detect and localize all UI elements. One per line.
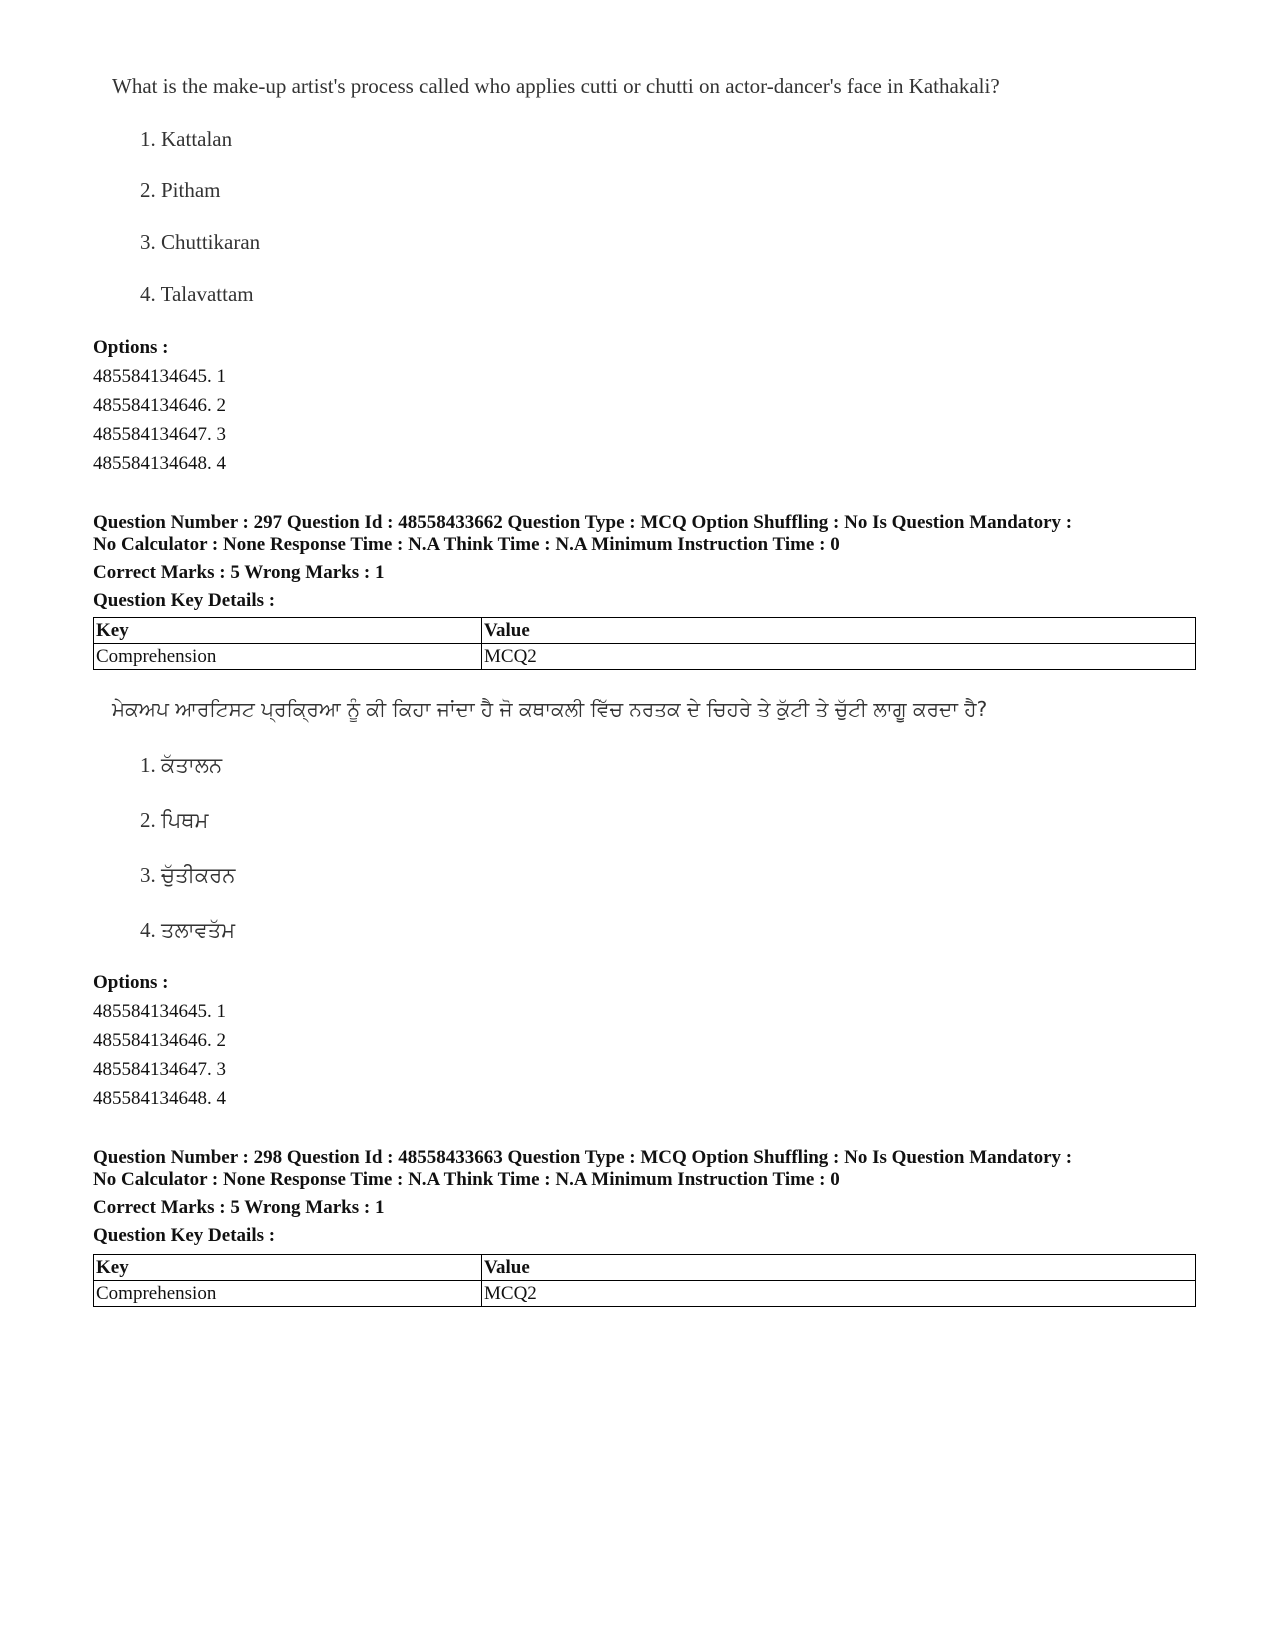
question-info-line-1: Question Number : 298 Question Id : 48558433663 Question Type : MCQ Option Shuffling : No Is Question Mandatory :	[93, 1147, 1073, 1168]
table-row	[94, 644, 1196, 670]
options-heading: Options :	[93, 972, 169, 993]
question-image-punjabi	[0, 680, 1275, 970]
options-block	[93, 333, 226, 478]
marks-line: Correct Marks : 5 Wrong Marks : 1	[93, 562, 385, 583]
cell-value: MCQ2	[482, 644, 1196, 670]
question-info-line-2: No Calculator : None Response Time : N.A Think Time : N.A Minimum Instruction Time : 0	[93, 534, 840, 555]
option-row: 485584134647. 3	[93, 1059, 226, 1080]
header-key: Key	[94, 618, 482, 644]
header-value: Value	[482, 618, 1196, 644]
choice-1: 1. ਕੱਤਾਲਨ	[140, 753, 223, 777]
choice-2: 2. ਪਿਥਮ	[140, 808, 209, 832]
cell-key: Comprehension	[94, 1281, 482, 1307]
choice-2: 2. Pitham	[140, 178, 221, 202]
choice-3: 3. Chuttikaran	[140, 230, 261, 254]
header-key: Key	[94, 1255, 482, 1281]
question-297-meta	[93, 512, 1203, 622]
option-row: 485584134646. 2	[93, 395, 226, 416]
choice-4: 4. Talavattam	[140, 282, 254, 306]
header-value: Value	[482, 1255, 1196, 1281]
choice-3: 3. ਚੁੱਤੀਕਰਨ	[140, 863, 236, 887]
cell-value: MCQ2	[482, 1281, 1196, 1307]
choice-1: 1. Kattalan	[140, 127, 233, 151]
table-header-row	[94, 1255, 1196, 1281]
options-block	[93, 968, 226, 1113]
key-details-heading: Question Key Details :	[93, 590, 276, 611]
question-text: ਮੇਕਅਪ ਆਰਟਿਸਟ ਪ੍ਰਕ੍ਰਿਆ ਨੂੰ ਕੀ ਕਿਹਾ ਜਾਂਦਾ ਹੈ ਜੋ ਕਥਾਕਲੀ ਵਿੱਚ ਨਰਤਕ ਦੇ ਚਿਹਰੇ ਤੇ ਕੁੱਟੀ ਤੇ ਚੁੱਟੀ ਲਾਗੂ ਕਰਦਾ ਹੈ?	[112, 697, 988, 721]
question-298-meta	[93, 1147, 1203, 1257]
option-row: 485584134647. 3	[93, 424, 226, 445]
option-row: 485584134645. 1	[93, 366, 226, 387]
key-details-table	[93, 617, 1196, 670]
option-row: 485584134648. 4	[93, 1088, 226, 1109]
option-row: 485584134645. 1	[93, 1001, 226, 1022]
question-info-line-2: No Calculator : None Response Time : N.A Think Time : N.A Minimum Instruction Time : 0	[93, 1169, 840, 1190]
cell-key: Comprehension	[94, 644, 482, 670]
key-details-table	[93, 1254, 1196, 1307]
question-text: What is the make-up artist's process called who applies cutti or chutti on actor-dancer's face in Kathakali?	[112, 74, 1000, 98]
question-info-line-1: Question Number : 297 Question Id : 48558433662 Question Type : MCQ Option Shuffling : No Is Question Mandatory :	[93, 512, 1073, 533]
key-details-heading: Question Key Details :	[93, 1225, 276, 1246]
option-row: 485584134646. 2	[93, 1030, 226, 1051]
marks-line: Correct Marks : 5 Wrong Marks : 1	[93, 1197, 385, 1218]
table-header-row	[94, 618, 1196, 644]
table-row	[94, 1281, 1196, 1307]
choice-4: 4. ਤਲਾਵਤੱਮ	[140, 918, 236, 942]
options-heading: Options :	[93, 337, 169, 358]
question-image-english	[0, 0, 1275, 330]
option-row: 485584134648. 4	[93, 453, 226, 474]
